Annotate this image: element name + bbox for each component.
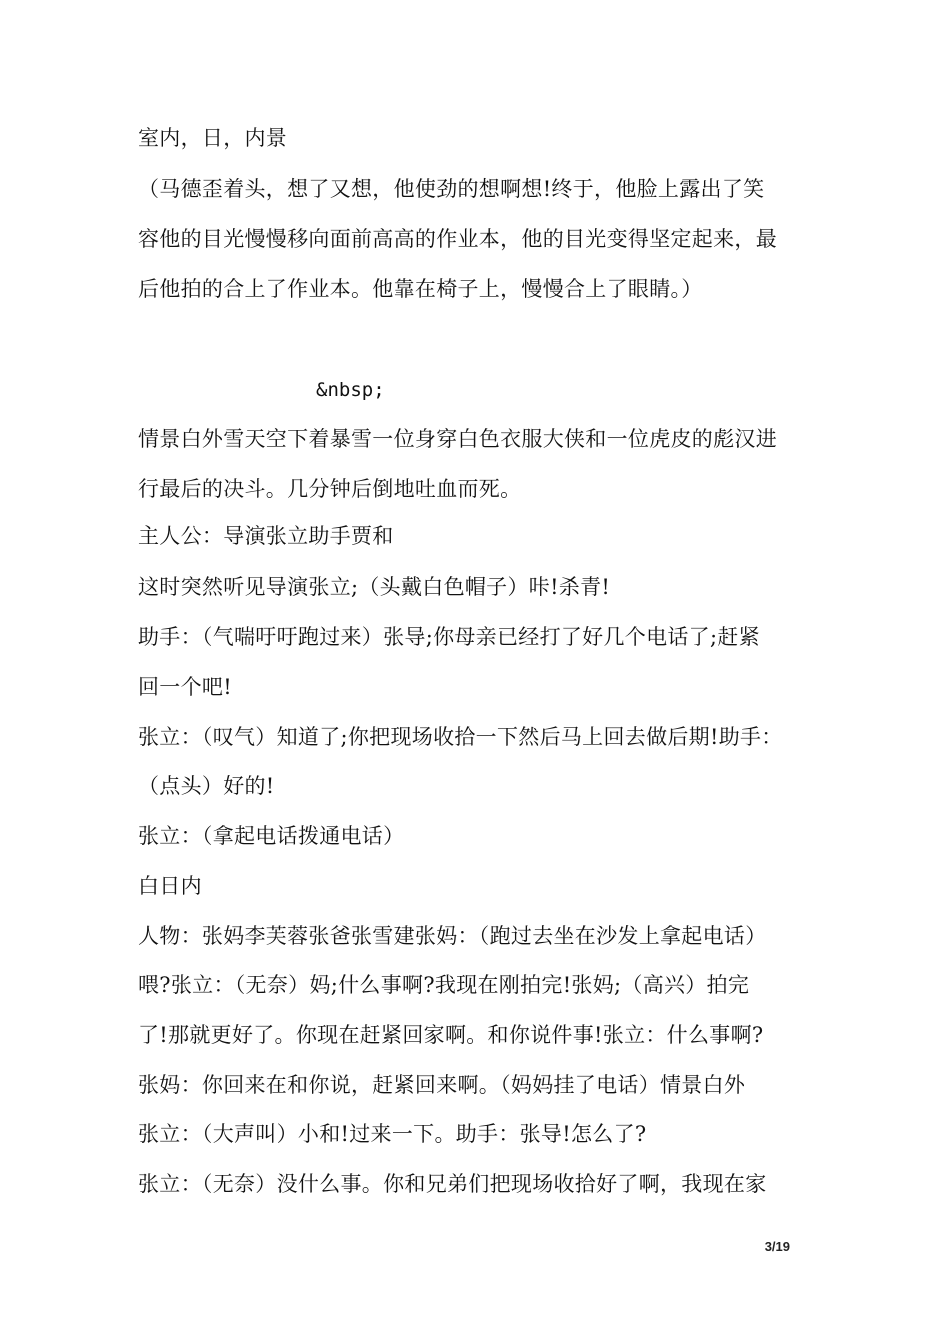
text-line: 张立：（拿起电话拨通电话） (138, 824, 405, 848)
text-line: 白日内 (138, 874, 202, 898)
text-line: 助手：（气喘吁吁跑过来）张导;你母亲已经打了好几个电话了;赶紧 (138, 625, 760, 649)
text-line: （点头）好的! (138, 774, 275, 798)
text-line: 张立：（叹气）知道了;你把现场收拾一下然后马上回去做后期!助手： (138, 725, 783, 749)
page-number: 3/19 (764, 1239, 790, 1254)
text-line: 这时突然听见导演张立;（头戴白色帽子）咔!杀青! (138, 575, 611, 599)
text-line: 张妈：你回来在和你说，赶紧回来啊。（妈妈挂了电话）情景白外 (138, 1073, 746, 1097)
text-line: 情景白外雪天空下着暴雪一位身穿白色衣服大侠和一位虎皮的彪汉进 (138, 427, 777, 451)
text-line: 后他拍的合上了作业本。他靠在椅子上，慢慢合上了眼睛。） (138, 277, 703, 301)
text-line: 了!那就更好了。你现在赶紧回家啊。和你说件事!张立：什么事啊? (138, 1023, 764, 1047)
scene-heading: 室内，日，内景 (138, 126, 288, 150)
text-line: 行最后的决斗。几分钟后倒地吐血而死。 (138, 477, 522, 501)
text-line: 张立：（无奈）没什么事。你和兄弟们把现场收拾好了啊，我现在家 (138, 1172, 767, 1196)
text-line: 喂?张立：（无奈）妈;什么事啊?我现在刚拍完!张妈;（高兴）拍完 (138, 973, 750, 997)
text-line: 回一个吧! (138, 675, 232, 699)
text-line: （马德歪着头，想了又想，他使劲的想啊想!终于，他脸上露出了笑 (138, 177, 765, 201)
text-line: 张立：（大声叫）小和!过来一下。助手：张导!怎么了? (138, 1122, 647, 1146)
text-line: 人物：张妈李芙蓉张爸张雪建张妈：（跑过去坐在沙发上拿起电话） (138, 924, 767, 948)
nbsp-text: &nbsp; (316, 379, 385, 401)
text-line: 主人公：导演张立助手贾和 (138, 524, 394, 548)
text-line: 容他的目光慢慢移向面前高高的作业本，他的目光变得坚定起来，最 (138, 227, 777, 251)
